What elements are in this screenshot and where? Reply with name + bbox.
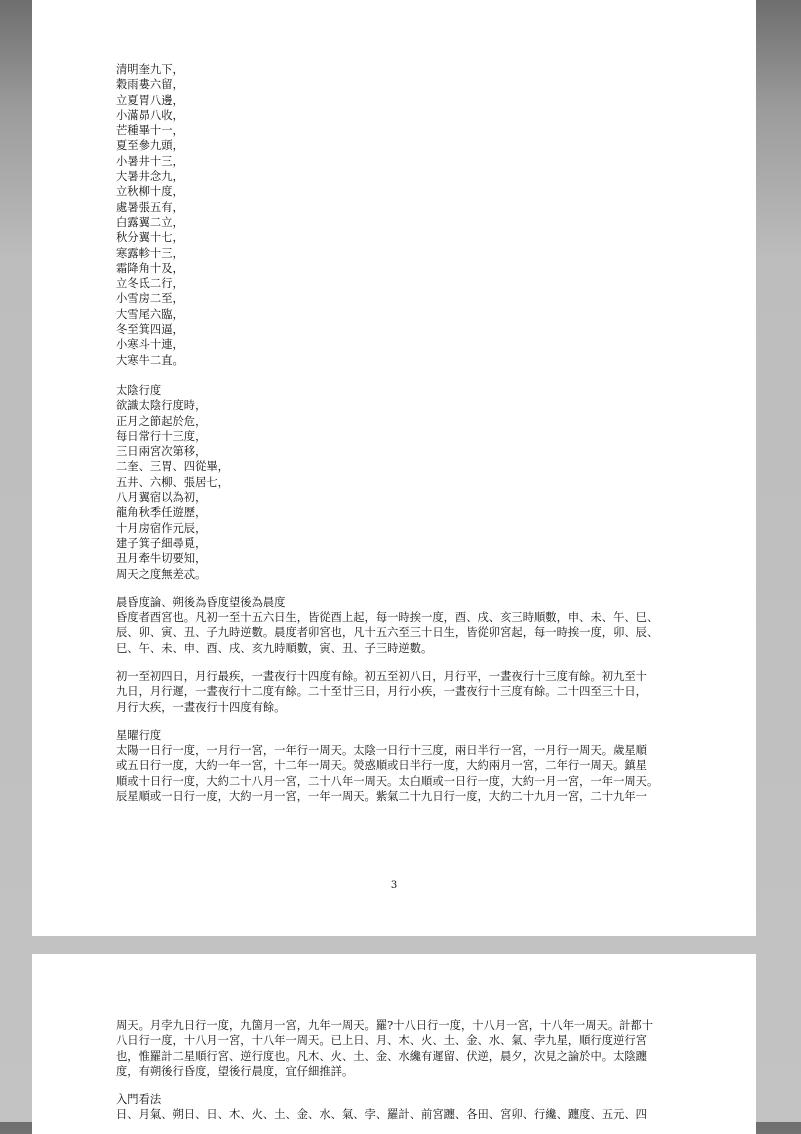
verse-taiyin-xingdu [116, 398, 700, 582]
verse-line: 大暑井念九， [116, 170, 184, 184]
verse-line: 大寒牛二直。 [116, 353, 184, 367]
text-line: 辰、卯、寅、丑、子九時逆數。晨度者卯宮也，凡十五六至三十日生，皆從卯宮起，每一時挨一度，卯、辰、 [116, 626, 659, 640]
verse-line: 正月之節起於危， [116, 414, 207, 428]
verse-line: 五井、六柳、張居七， [116, 475, 229, 489]
verse-line: 小滿昴八收， [116, 108, 184, 122]
verse-line: 二奎、三胃、四從畢， [116, 460, 229, 474]
verse-line: 十月房宿作元辰， [116, 521, 207, 535]
text-line: 順或十日行一度，大約二十八月一宮，二十八年一周天。太白順或一日行一度，大約一月一宮，一年一周天。 [116, 774, 659, 788]
text-line: 昏度者酉宮也。凡初一至十五六日生，皆從酉上起，每一時挨一度，酉、戌、亥三時順數，申、未、午、巳、 [116, 611, 659, 625]
verse-line: 穀雨婁六留， [116, 78, 184, 92]
verse-line: 立秋柳十度， [116, 185, 184, 199]
page-number: 3 [390, 880, 398, 891]
verse-line: 立冬氐二行， [116, 277, 184, 291]
text-line: 度，有朔後行昏度，望後行晨度，宜仔細推詳。 [116, 1064, 354, 1078]
text-line: 辰星順或一日行一度，大約一月一宮，一年一周天。紫氣二十九日行一度，大約二十九月一宮，二十九年一 [116, 790, 647, 804]
verse-line: 八月翼宿以為初， [116, 491, 207, 505]
verse-line: 清明奎九下， [116, 63, 184, 76]
page-4-content [116, 1018, 700, 1123]
verse-line: 立夏胃八邊， [116, 93, 184, 107]
verse-line: 秋分翼十七， [116, 231, 184, 245]
section-title-xingyao: 星曜行度 [116, 728, 162, 742]
verse-line: 欲識太陰行度時， [116, 399, 207, 413]
verse-line: 冬至箕四逼， [116, 323, 184, 337]
verse-line: 建子箕子細尋覓， [116, 536, 207, 550]
verse-line: 大雪尾六臨， [116, 307, 184, 321]
verse-line: 丑月牽牛切要知， [116, 552, 207, 566]
text-line: 八日行一度，十八月一宮，十八年一周天。已上日、月、木、火、土、金、水、氣、孛九星，順行度逆行宮 [116, 1034, 647, 1048]
paragraph-moon-speed [116, 669, 700, 715]
verse-line: 白露翼二立， [116, 215, 184, 229]
paragraph-continued [116, 1018, 700, 1079]
paragraph-hundu [116, 610, 700, 656]
verse-line: 夏至參九頭， [116, 139, 184, 153]
verse-line: 三日兩宮次第移， [116, 445, 207, 459]
partial-line: 日、月氣、朔日、日、木、火、土、金、水、氣、孛、羅計、前宮躔、各田、宮卯、行纔、躔度、五元、四 [116, 1108, 647, 1122]
verse-line: 小寒斗十連， [116, 338, 184, 352]
text-line: 也，惟羅計二星順行宮、逆行度也。凡木、火、土、金、水纔有遲留、伏逆，晨夕，次見之論於中。太陰躔 [116, 1049, 647, 1063]
document-page-4 [32, 954, 756, 1134]
verse-line: 芒種畢十一， [116, 124, 184, 138]
text-line: 九日，月行遲，一晝夜行十二度有餘。二十至廿三日，月行小疾，一晝夜行十三度有餘。二十四至三十日， [116, 685, 647, 699]
verse-line: 周天之度無差忒。 [116, 567, 207, 581]
page-3-content [116, 62, 700, 804]
text-line: 巳、午、未、申、酉、戌、亥九時順數，寅、丑、子三時逆數。 [116, 641, 433, 655]
section-title-rumen: 入門看法 [116, 1093, 162, 1107]
section-title-chenhun: 晨昏度論、朔後為昏度望後為晨度 [116, 595, 286, 609]
verse-line: 霜降角十及， [116, 261, 184, 275]
verse-line: 龍角秋季任遊歷， [116, 506, 207, 520]
verse-line: 處暑張五有， [116, 200, 184, 214]
text-line: 太陽一日行一度，一月行一宮，一年行一周天。太陰一日行十三度，兩日半行一宮，一月行一周天。歲星順 [116, 744, 647, 758]
verse-line: 小雪房二至， [116, 292, 184, 306]
text-line: 周天。月孛九日行一度，九箇月一宮，九年一周天。羅?十八日行一度，十八月一宮，十八年一周天。計都十 [116, 1019, 654, 1032]
section-title-taiyin: 太陰行度 [116, 383, 162, 397]
text-line: 或五日行一度，大約一年一宮，十二年一周天。熒惑順或日半行一度，大約兩月一宮，二年行一周天。鎮星 [116, 759, 647, 773]
verse-solar-terms [116, 62, 700, 368]
verse-line: 小暑井十三， [116, 154, 184, 168]
verse-line: 寒露軫十三， [116, 246, 184, 260]
verse-line: 每日常行十三度， [116, 429, 207, 443]
paragraph-planet-motion [116, 743, 700, 804]
text-line: 初一至初四日，月行最疾，一晝夜行十四度有餘。初五至初八日，月行平，一晝夜行十三度有餘。初九至十 [116, 669, 647, 683]
text-line: 月行大疾，一晝夜行十四度有餘。 [116, 700, 286, 714]
document-page-3 [32, 0, 756, 936]
